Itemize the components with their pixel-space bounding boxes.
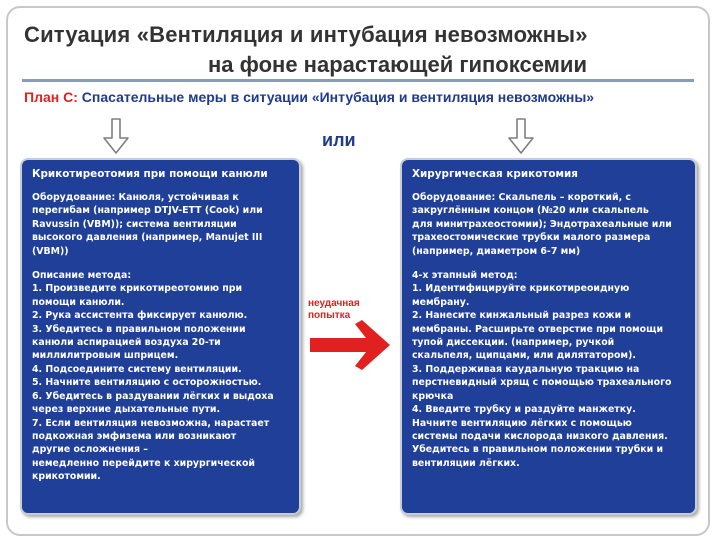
left-panel-heading: Крикотиреотомия при помощи канюли	[32, 168, 268, 180]
title-divider	[22, 79, 694, 82]
method-line: перстневидный хрящ с помощью трахеального	[412, 377, 672, 389]
slide-title-line1: Ситуация «Вентиляция и интубация невозможны»	[24, 22, 588, 47]
method-line: 7. Если вентиляция невозможна, нарастает	[32, 417, 270, 429]
method-line: мембраны. Расширьте отверстие при помощи	[412, 323, 664, 335]
method-line: 4. Введите трубку и раздуйте манжетку.	[412, 404, 636, 416]
surgical-cricothyrotomy-panel	[400, 158, 697, 515]
method-line: Начните вентиляцию лёгких с помощью	[412, 417, 632, 429]
method-line: канюли аспирацией воздуха 20-ти	[32, 337, 221, 349]
equipment-line: Оборудование: Скальпель – короткий, с	[412, 192, 631, 203]
cannula-cricothyrotomy-panel	[20, 158, 301, 515]
failed-label-line2: попытка	[308, 310, 351, 321]
right-down-arrow-icon	[508, 118, 534, 154]
left-down-arrow-icon	[103, 118, 129, 154]
equipment-line: (например, диаметром 6-7 мм)	[412, 245, 581, 257]
method-line: 3. Поддерживая каудальную тракцию на	[412, 363, 640, 375]
method-line: Описание метода:	[32, 270, 132, 282]
or-label: или	[322, 130, 356, 150]
equipment-line: перегибам (например DTJV-ETT (Cook) или	[32, 205, 263, 217]
method-line: системы подачи кислорода низкого давления.	[412, 430, 668, 442]
method-line: 1. Идентифицируйте крикотиреоидную	[412, 283, 630, 295]
method-line: Убедитесь в правильном положении трубки и	[412, 444, 664, 456]
slide-title-line2: на фоне нарастающей гипоксемии	[208, 52, 587, 77]
method-line: скальпеля, щипцами, или дилятатором).	[412, 350, 636, 362]
red-right-arrow-icon	[310, 320, 392, 370]
method-line: 2. Нанесите кинжальный разрез кожи и	[412, 310, 631, 322]
method-line: 6. Убедитесь в раздувании лёгких и выдоха	[32, 390, 274, 402]
method-line: 2. Рука ассистента фиксирует канюлю.	[32, 310, 248, 322]
method-line: вентиляции лёгких.	[412, 457, 520, 469]
right-panel-heading: Хирургическая крикотомия	[412, 168, 578, 180]
method-line: 5. Начните вентиляцию с осторожностью.	[32, 377, 262, 389]
right-method-section	[412, 269, 687, 470]
method-line: немедленно перейдите к хирургической	[32, 457, 255, 469]
plan-prefix: План С:	[24, 89, 78, 105]
equipment-line: для минитрахеостомии); Эндотрахеальные или	[412, 218, 672, 230]
method-line: мембрану.	[412, 296, 470, 308]
equipment-line: высокого давления (например, Manujet III	[32, 232, 263, 244]
left-equipment-section	[32, 191, 291, 258]
left-method-section	[32, 269, 291, 484]
method-line: 4. Подсоедините систему вентиляции.	[32, 363, 242, 375]
method-line: крикотомии.	[32, 471, 101, 483]
method-line: другие осложнения –	[32, 444, 148, 456]
method-line: через верхние дыхательные пути.	[32, 404, 221, 416]
right-equipment-section	[412, 191, 687, 258]
equipment-line: трахеостомические трубки малого размера	[412, 232, 651, 244]
method-line: помощи канюли.	[32, 296, 125, 308]
method-line: крючка	[412, 390, 454, 402]
method-line: 3. Убедитесь в правильном положении	[32, 323, 246, 335]
failed-label-line1: неудачная	[308, 298, 360, 309]
equipment-line: закруглённым концом (№20 или скальпель	[412, 205, 649, 217]
method-line: 4-х этапный метод:	[412, 270, 518, 282]
plan-heading	[24, 89, 594, 105]
method-line: 1. Произведите крикотиреотомию при	[32, 283, 243, 295]
equipment-line: (VBM))	[32, 245, 69, 257]
method-line: подкожная эмфизема или возникают	[32, 430, 237, 442]
failed-attempt-label	[308, 298, 360, 322]
equipment-line: Ravussin (VBM)); система вентиляции	[32, 218, 237, 230]
method-line: миллилитровым шприцем.	[32, 350, 179, 362]
equipment-line: Оборудование: Канюля, устойчивая к	[32, 192, 239, 203]
method-line: тупой диссекции. (например, ручкой	[412, 337, 615, 349]
plan-text: Спасательные меры в ситуации «Интубация и вентиляция невозможны»	[81, 89, 595, 105]
